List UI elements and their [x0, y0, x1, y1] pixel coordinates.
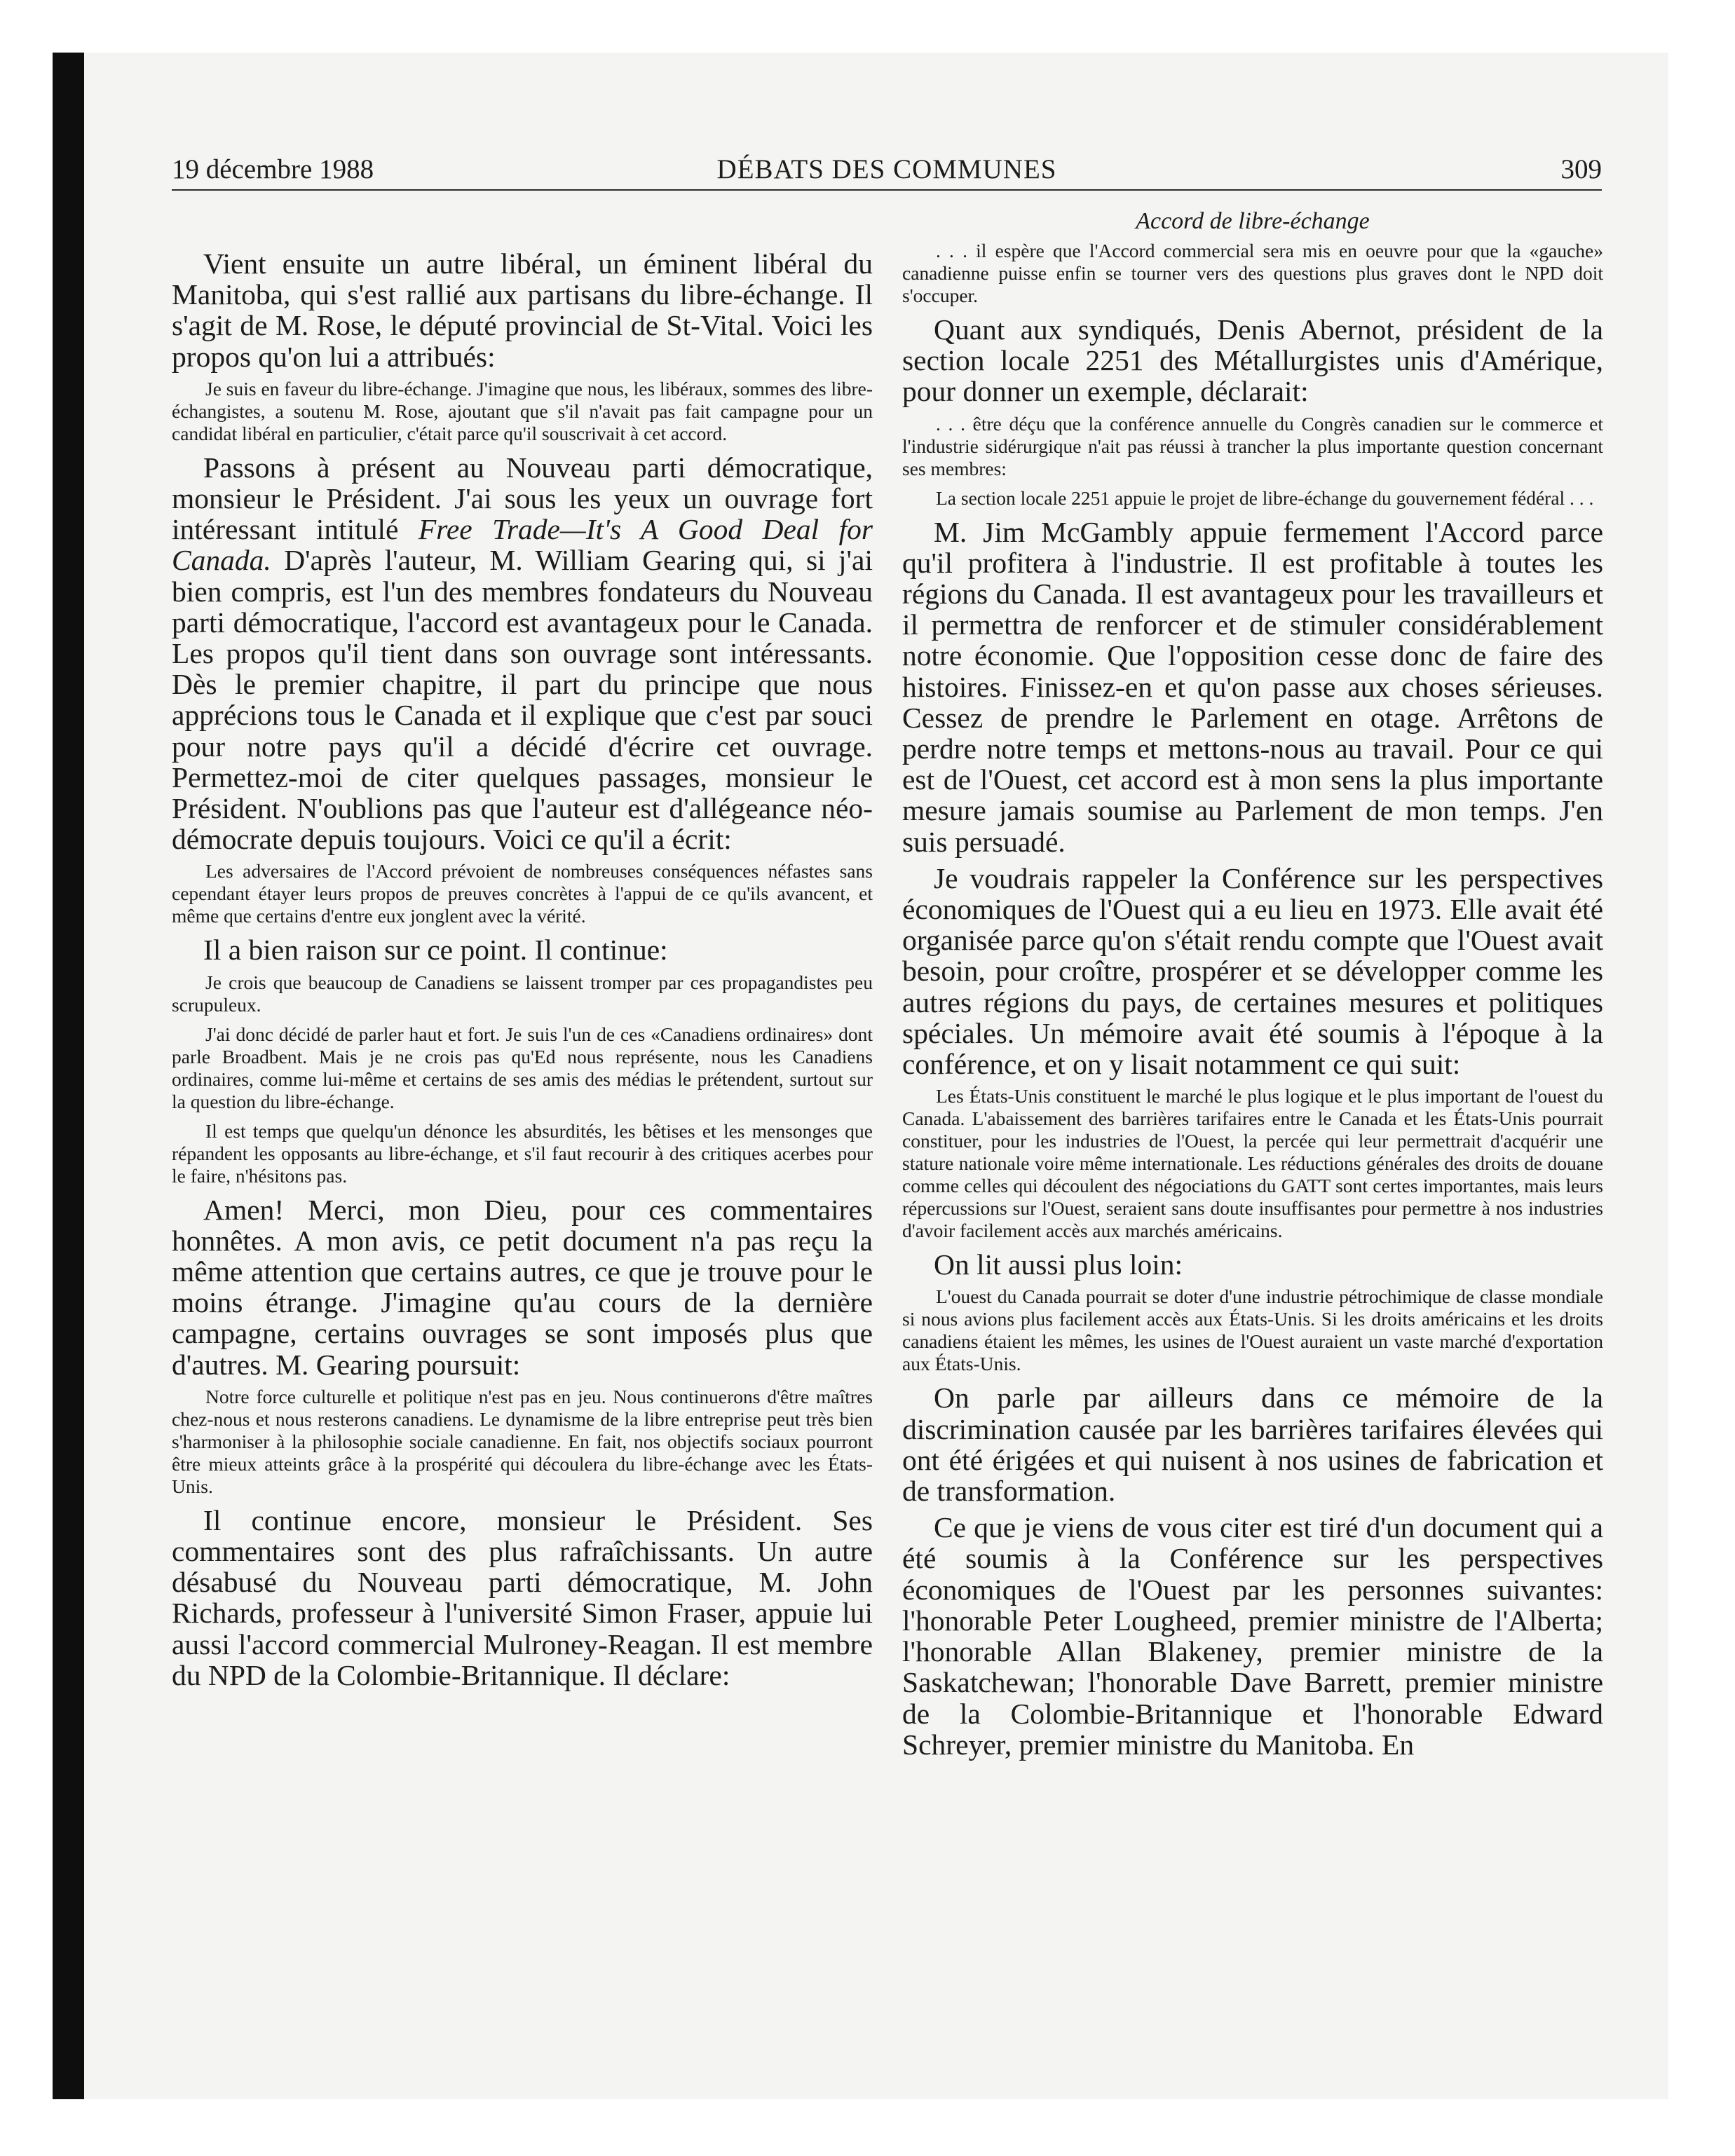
- left-column: [172, 207, 873, 1696]
- block-quote: La section locale 2251 appuie le projet de libre-échange du gouvernement fédéral . . .: [936, 486, 1594, 509]
- header-date: 19 décembre 1988: [172, 154, 374, 184]
- section-title: Accord de libre-échange: [1136, 208, 1370, 234]
- paragraph: On parle par ailleurs dans ce mémoire de la discrimination causée par les barrières tarifaires élevées qui ont été érigées et qui nuisent à nos usines de fabrication et de transformation.: [902, 1381, 1603, 1508]
- block-quote: Il est temps que quelqu'un dénonce les absurdités, les bêtises et les mensonges que répandent les opposants au libre-échange, et s'il faut recourir à des critiques acerbes pour le faire, n'hésitons pas.: [172, 1119, 873, 1187]
- paragraph: Ce que je viens de vous citer est tiré d'un document qui a été soumis à la Conférence sur les perspectives économiques de l'Ouest par les personnes suivantes: l'honorable Peter Lougheed, premier ministre de l'Alberta; l'honorable Allan Blakeney, premier ministre de la Saskatchewan; l'honorable Dave Barrett, premier ministre de la Colombie-Britannique et l'honorable Edward Schreyer, premier ministre du Manitoba. En: [902, 1511, 1603, 1761]
- block-quote: . . . il espère que l'Accord commercial sera mis en oeuvre pour que la «gauche» canadienne puisse enfin se tourner vers des questions plus graves dont le NPD doit s'occuper.: [902, 240, 1603, 306]
- block-quote: Je crois que beaucoup de Canadiens se laissent tromper par ces propagandistes peu scrupuleux.: [172, 971, 873, 1016]
- paragraph: Vient ensuite un autre libéral, un éminent libéral du Manitoba, qui s'est rallié aux partisans du libre-échange. Il s'agit de M. Rose, le député provincial de St-Vital. Voici les propos qu'on lui a attribués:: [172, 247, 873, 373]
- block-quote: Je suis en faveur du libre-échange. J'imagine que nous, les libéraux, sommes des libre-échangistes, a soutenu M. Rose, ajoutant que s'il n'avait pas fait campagne pour un candidat libéral en particulier, c'était parce qu'il souscrivait à cet accord.: [172, 377, 873, 444]
- block-quote: J'ai donc décidé de parler haut et fort. Je suis l'un de ces «Canadiens ordinaires» dont parle Broadbent. Mais je ne crois pas qu'Ed nous représente, nous les Canadiens ordinaires, comme lui-même et certains de ses amis des médias le prétendent, surtout sur la question du libre-échange.: [172, 1023, 873, 1112]
- paragraph: Je voudrais rappeler la Conférence sur les perspectives économiques de l'Ouest qui a eu lieu en 1973. Elle avait été organisée parce qu'on s'était rendu compte que l'Ouest avait besoin, pour croître, prospérer et se développer comme les autres régions du pays, de certaines mesures et politiques spéciales. Un mémoire avait été soumis à l'époque à la conférence, et on y lisait notamment ce qui suit:: [902, 861, 1603, 1081]
- running-header: [172, 153, 1602, 191]
- paragraph: Il continue encore, monsieur le Président. Ses commentaires sont des plus rafraîchissants. Un autre désabusé du Nouveau parti démocratique, M. John Richards, professeur à l'université Simon Fraser, appuie lui aussi l'accord commercial Mulroney-Reagan. Il est membre du NPD de la Colombie-Britannique. Il déclare:: [172, 1503, 873, 1691]
- paragraph: Passons à présent au Nouveau parti démocratique, monsieur le Président. J'ai sous les yeux un ouvrage fort intéressant intitulé Free Trade—It's A Good Deal for Canada. D'après l'auteur, M. William Gearing qui, si j'ai bien compris, est l'un des membres fondateurs du Nouveau parti démocratique, l'accord est avantageux pour le Canada. Les propos qu'il tient dans son ouvrage sont intéressants. Dès le premier chapitre, il part du principe que nous apprécions tous le Canada et il explique que c'est par souci pour notre pays qu'il a décidé d'écrire cet ouvrage. Permettez-moi de citer quelques passages, monsieur le Président. N'oublions pas que l'auteur est d'allégeance néo-démocrate depuis toujours. Voici ce qu'il a écrit:: [172, 451, 873, 856]
- block-quote: Les États-Unis constituent le marché le plus logique et le plus important de l'ouest du Canada. L'abaissement des barrières tarifaires entre le Canada et les États-Unis pourrait constituer, pour les industries de l'Ouest, la percée qui leur permettrait d'acquérir une stature nationale voire même internationale. Les réductions générales des droits de douane comme celles qui découlent des négociations du GATT sont certes importantes, mais leurs répercussions sur l'Ouest, seraient sans doute insuffisantes pour permettre à nos industries d'avoir facilement accès aux marchés américains.: [902, 1085, 1603, 1242]
- block-quote: Les adversaires de l'Accord prévoient de nombreuses conséquences néfastes sans cependant étayer leurs propos de preuves concrètes à l'appui de ce qu'ils avancent, et même que certains d'entre eux jonglent avec la vérité.: [172, 860, 873, 927]
- block-quote: Notre force culturelle et politique n'est pas en jeu. Nous continuerons d'être maîtres chez-nous et nous resterons canadiens. Le dynamisme de la libre entreprise peut très bien s'harmoniser à la philosophie sociale canadienne. En fait, nos objectifs sociaux pourront être mieux atteints grâce à la prospérité qui découlera du libre-échange avec les États-Unis.: [172, 1385, 873, 1497]
- header-title: DÉBATS DES COMMUNES: [716, 154, 1057, 184]
- paragraph: Il a bien raison sur ce point. Il continue:: [203, 934, 668, 967]
- block-quote: L'ouest du Canada pourrait se doter d'une industrie pétrochimique de classe mondiale si nous avions plus facilement accès aux États-Unis. Si les droits américains et les droits canadiens étaient les mêmes, les usines de l'Ouest auraient un vaste marché d'exportation aux États-Unis.: [902, 1285, 1603, 1375]
- right-column: [902, 207, 1603, 1766]
- paragraph: On lit aussi plus loin:: [934, 1248, 1183, 1281]
- paragraph: Amen! Merci, mon Dieu, pour ces commentaires honnêtes. A mon avis, ce petit document n'a pas reçu la même attention que certains autres, ce que je trouve pour le moins étrange. J'imagine qu'au cours de la dernière campagne, certains ouvrages se sont imposés plus que d'autres. M. Gearing poursuit:: [172, 1193, 873, 1381]
- paragraph: Quant aux syndiqués, Denis Abernot, président de la section locale 2251 des Métallurgistes unis d'Amérique, pour donner un exemple, déclarait:: [902, 313, 1603, 408]
- scan-border: [53, 53, 84, 2099]
- block-quote: . . . être déçu que la conférence annuelle du Congrès canadien sur le commerce et l'industrie sidérurgique n'ait pas réussi à trancher la plus importante question concernant ses membres:: [902, 412, 1603, 479]
- page-number: 309: [1560, 154, 1602, 184]
- paragraph: M. Jim McGambly appuie fermement l'Accord parce qu'il profitera à l'industrie. Il est profitable à toutes les régions du Canada. Il est avantageux pour les travailleurs et il permettra de renforcer et de stimuler considérablement notre économie. Que l'opposition cesse donc de faire des histoires. Finissez-en et qu'on passe aux choses sérieuses. Cessez de prendre le Parlement en otage. Arrêtons de perdre notre temps et mettons-nous au travail. Pour ce qui est de l'Ouest, cet accord est à mon sens la plus importante mesure jamais soumise au Parlement de mon temps. J'en suis persuadé.: [902, 515, 1603, 858]
- book-title: Free Trade—It's A Good Deal for Canada.: [172, 513, 873, 577]
